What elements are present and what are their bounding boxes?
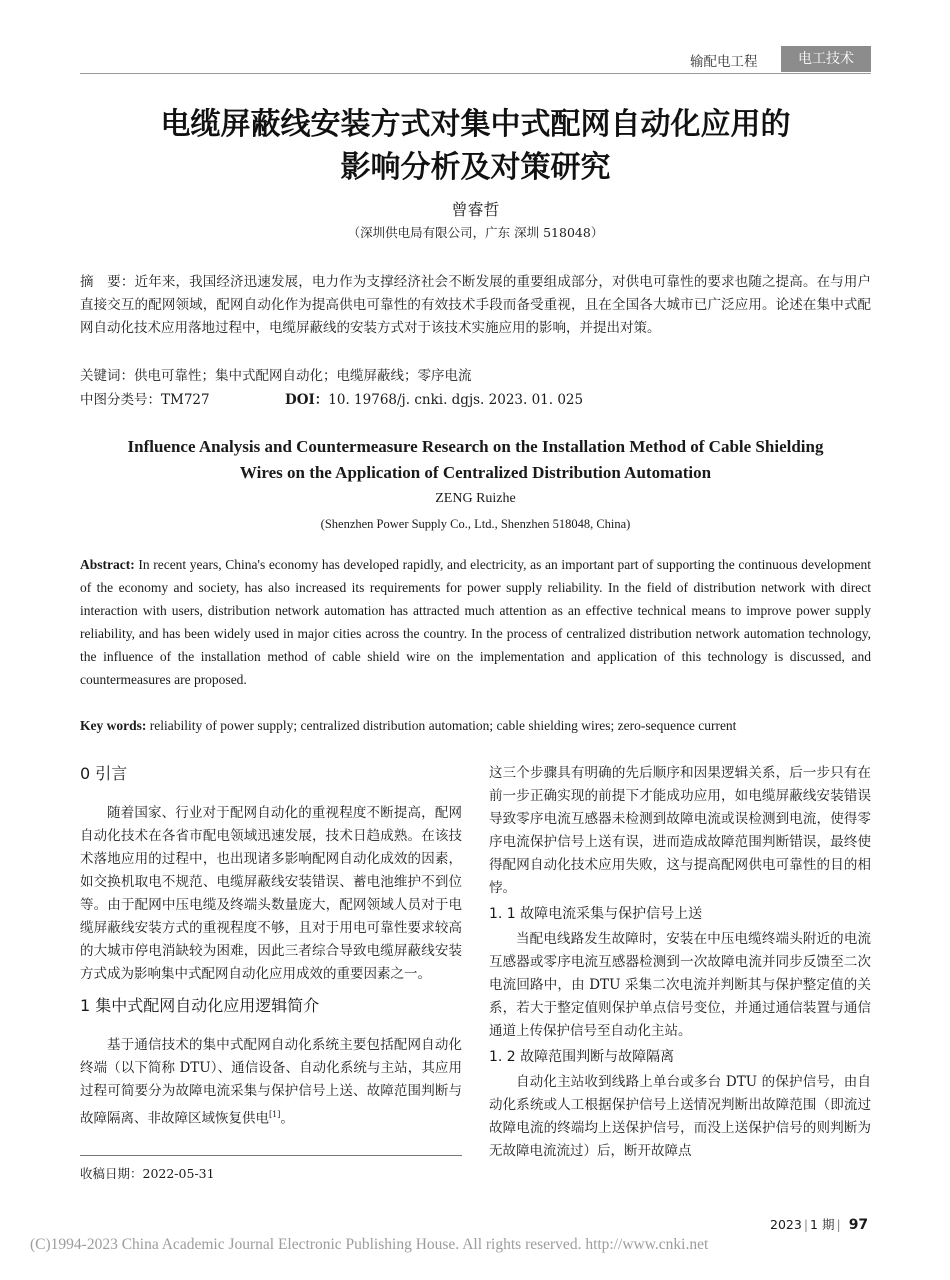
body-left-column [80,764,462,1131]
paper-title-cn [80,103,871,189]
paper-title-en [80,434,871,486]
author-en: ZENG Ruizhe [435,491,516,506]
keywords-en-label: Key words: [80,718,147,733]
continued-paragraph: 这三个步骤具有明确的先后顺序和因果逻辑关系，后一步只有在前一步正确实现的前提下才能成功应用，如电缆屏蔽线安装错误导致零序电流互感器未检测到故障电流或误检测到电流，使得零序电流保护信号上送有误，进而造成故障范围判断错误，最终使得配网自动化技术应用失败，这与提高配网供电可靠性的目的相悖。 [489,765,871,896]
affiliation-en: (Shenzhen Power Supply Co., Ltd., Shenzhen 518048, China) [320,517,631,531]
footnote-divider [80,1155,462,1156]
section-1-text: 基于通信技术的集中式配网自动化系统主要包括配网自动化终端（以下简称 DTU）、通信设备、自动化系统与主站，其应用过程可简要分为故障电流采集与保护信号上送、故障范围判断与故障隔离、非故障区域恢复供电 [80,1037,462,1127]
category-tag: 电工技术 [781,46,871,72]
section-1-1-paragraph: 当配电线路发生故障时，安装在中压电缆终端头附近的电流互感器或零序电流互感器检测到一次故障电流并同步反馈至二次电流回路中，由 DTU 采集二次电流并判断其与保护整定值的关系，若大于整定值则保护单点信号变位，并通过通信装置与通信通道上传保护信号至自动化主站。 [489,931,871,1039]
abstract-en-label: Abstract: [80,557,135,572]
doi-value: 10. 19768/j. cnki. dgjs. 2023. 01. 025 [328,392,584,408]
section-1-paragraph [80,1034,462,1131]
classification-label: 中图分类号： [80,392,161,408]
abstract-cn-text: 近年来，我国经济迅速发展，电力作为支撑经济社会不断发展的重要组成部分，对供电可靠性的要求也随之提高。在与用户直接交互的配网领域，配网自动化作为提高供电可靠性的有效技术手段而备受重视，且在全国各大城市已广泛应用。论述在集中式配网自动化技术应用落地过程中，电缆屏蔽线的安装方式对于该技术实施应用的影响，并提出对策。 [80,274,871,336]
section-1-end: 。 [280,1110,294,1127]
abstract-en-text: In recent years, China's economy has developed rapidly, and electricity, as an important part of supporting the continuous development of the economy and society, has also increased its requirements for power supply reliability. In the field of distribution network with direct interaction with users, distribution network automation has attracted much attention as an effective technical means to improve power supply reliability, and has been widely used in major cities across the country. In the process of centralized distribution network automation technology, the influence of the installation method of cable shield wire on the implementation and application of this technology is discussed, and countermeasures are proposed. [80,557,871,687]
title-line-2: 影响分析及对策研究 [340,150,611,185]
abstract-en [80,553,871,691]
author-cn: 曾睿哲 [451,200,500,219]
section-1-2-paragraph: 自动化主站收到线路上单台或多台 DTU 的保护信号，由自动化系统或人工根据保护信号上送情况判断出故障范围（即流过故障电流的终端均上送保护信号，而没上送保护信号的则判断为无故障电流流过）后，断开故障点 [489,1074,871,1159]
received-date: 收稿日期：2022-05-31 [80,1166,215,1181]
doi-label: DOI： [285,392,329,408]
section-1-heading: 1 集中式配网自动化应用逻辑简介 [80,996,320,1015]
keywords-cn [80,366,871,386]
section-1-2-heading: 1. 2 故障范围判断与故障隔离 [489,1049,675,1065]
section-1-1-heading: 1. 1 故障电流采集与保护信号上送 [489,906,703,922]
doi [285,390,583,410]
keywords-en [80,716,871,736]
page-number: 97 [848,1217,869,1233]
title-line-1: 电缆屏蔽线安装方式对集中式配网自动化应用的 [160,107,791,142]
journal-section: 输配电工程 [690,54,758,70]
classification-value: TM727 [161,392,210,408]
section-0-paragraph: 随着国家、行业对于配网自动化的重视程度不断提高，配网自动化技术在各省市配电领域迅速发展，技术日趋成熟。在该技术落地应用的过程中，也出现诸多影响配网自动化成效的因素，如交换机取电不规范、电缆屏蔽线安装错误、蓄电池维护不到位等。由于配网中压电缆及终端头数量庞大，配网领域人员对于电缆屏蔽线安装方式的重视程度不够，且对于用电可靠性要求较高的大城市停电消缺较为困难，因此三者综合导致电缆屏蔽线安装方式成为影响集中式配网自动化应用成效的重要因素之一。 [80,805,462,982]
footer-year: 2023 [770,1217,802,1232]
title-en-line-2: Wires on the Application of Centralized Distribution Automation [239,463,712,482]
keywords-cn-text: 供电可靠性；集中式配网自动化；电缆屏蔽线；零序电流 [134,368,472,384]
keywords-cn-label: 关键词： [80,368,134,384]
title-en-line-1: Influence Analysis and Countermeasure Research on the Installation Method of Cable Shielding [127,437,824,456]
keywords-en-text: reliability of power supply; centralized distribution automation; cable shielding wires; zero-sequence current [146,718,737,733]
abstract-cn [80,271,871,340]
citation-ref: [1] [269,1110,281,1119]
copyright-watermark: (C)1994-2023 China Academic Journal Electronic Publishing House. All rights reserved. http://www.cnki.net [30,1236,709,1253]
footer-issue: 1 期 [810,1217,835,1232]
affiliation-cn: （深圳供电局有限公司，广东 深圳 518048） [347,225,604,240]
header-divider [80,73,871,74]
body-right-column [489,762,871,1163]
classification-line [80,390,871,410]
page-footer: 2023 | 1 期 | 97 [770,1217,869,1233]
abstract-cn-label: 摘 要： [80,274,135,290]
section-0-heading: 0 引言 [80,764,128,783]
